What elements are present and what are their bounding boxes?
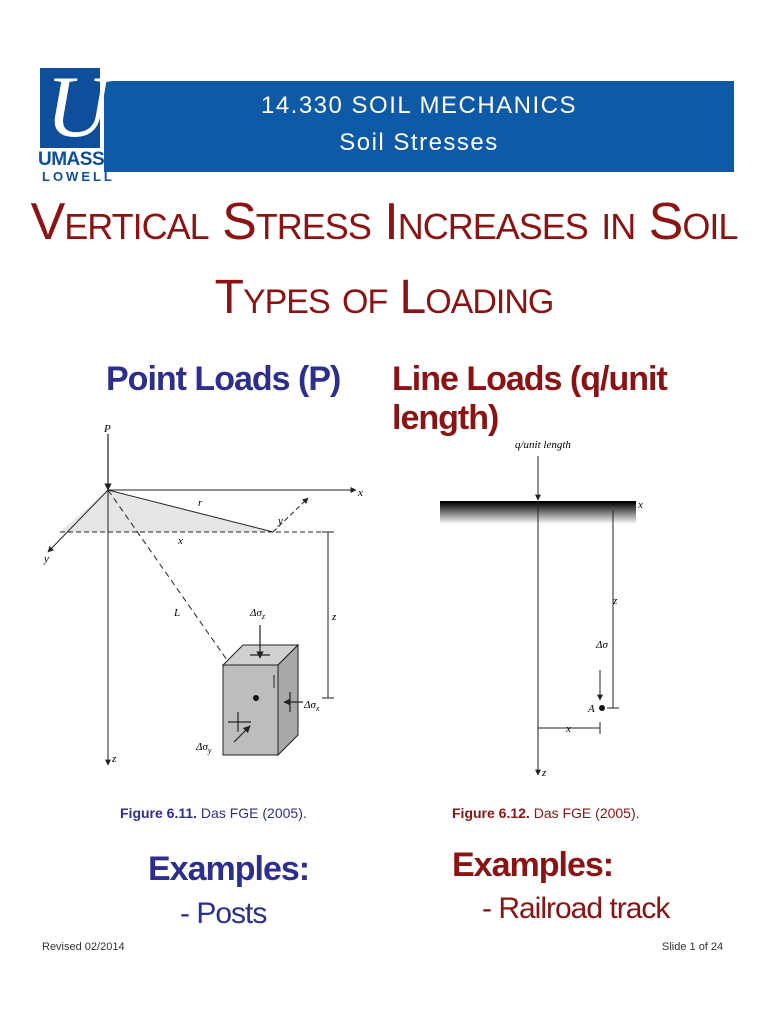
course-subtitle: Soil Stresses [339, 129, 499, 156]
figure-6-12-caption: Figure 6.12. Das FGE (2005). [452, 805, 640, 821]
label-q: q/unit length [515, 439, 571, 451]
slide-number: Slide 1 of 24 [662, 941, 724, 953]
logo-letter: U [46, 59, 110, 156]
label-x: x [178, 535, 183, 547]
point-loads-heading: Point Loads (P) [106, 360, 341, 398]
logo-lowell: LOWELL [42, 169, 115, 184]
course-title: 14.330 SOIL MECHANICS [260, 92, 578, 119]
figure-6-11-caption: Figure 6.11. Das FGE (2005). [120, 805, 307, 821]
label-z: z [332, 611, 337, 623]
point-examples-label: Examples: [148, 850, 310, 888]
label-dsx: $\Delta\sigma_x$ [304, 699, 320, 713]
label-y-axis: y [44, 553, 49, 565]
label-x-axis: x [358, 487, 363, 499]
label-z-axis-right: z [542, 767, 547, 779]
label-P: P [104, 423, 111, 435]
slide-title: Vertical Stress Increases in Soil [30, 193, 738, 251]
line-examples-label: Examples: [452, 846, 614, 884]
umass-lowell-logo [38, 59, 115, 186]
label-x-axis-right: x [638, 499, 643, 511]
point-load-figure [38, 420, 378, 780]
label-r: r [198, 497, 203, 509]
line-load-figure [430, 420, 660, 780]
label-z-axis: z [112, 753, 117, 765]
point-example-item: - Posts [180, 897, 267, 930]
line-loads-heading: Line Loads (q/unit length) [392, 360, 667, 437]
label-A: A [588, 703, 595, 715]
label-dsy: $\Delta\sigma_y$ [196, 741, 212, 755]
logo-box [40, 59, 110, 156]
label-z-right: z [613, 595, 618, 607]
revised-date: Revised 02/2014 [42, 941, 125, 953]
slide-subtitle: Types of Loading [214, 271, 554, 324]
logo-umass: UMASS [38, 149, 105, 170]
label-x-right: x [566, 723, 571, 735]
label-ds: Δσ [596, 639, 608, 651]
label-L: L [174, 607, 181, 619]
line-example-item: - Railroad track [482, 892, 670, 925]
label-dsz: $\Delta\sigma_z$ [250, 607, 266, 621]
label-y: y [278, 515, 283, 527]
